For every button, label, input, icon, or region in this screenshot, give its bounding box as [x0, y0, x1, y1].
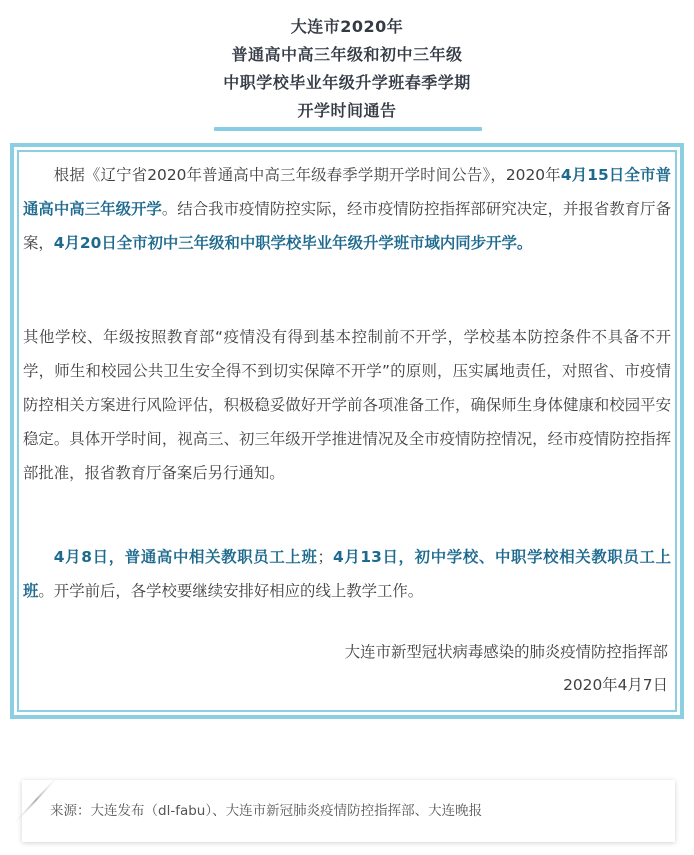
paragraph-3	[23, 540, 671, 608]
paragraph-3-text: 。开学前后，各学校要继续安排好相应的线上教学工作。	[38, 582, 424, 600]
title-line-2: 普通高中高三年级和初中三年级	[231, 45, 463, 64]
paragraph-2: 其他学校、年级按照教育部“疫情没有得到基本控制前不开学，学校基本防控条件不具备不开学，师生和校园公共卫生安全得不到切实保障不开学”的原则，压实属地责任，对照省、市疫情防控相关方案进行风险评估，积极稳妥做好开学前各项准备工作，确保师生身体健康和校园平安稳定。具体开学时间，视高三、初三年级开学推进情况及全市疫情防控情况，经市疫情防控指挥部批准，报省教育厅备案后另行通知。	[23, 328, 671, 482]
signature-date: 2020年4月7日	[563, 676, 668, 694]
notice-title	[0, 13, 694, 125]
signature-organization: 大连市新型冠状病毒感染的肺炎疫情防控指挥部	[344, 643, 668, 661]
paragraph-1	[23, 158, 671, 260]
paragraph-1-text-b: 。结合我市疫情防控实际，经市疫情防控指挥部研究决定，并报省教育厅备案，	[23, 200, 671, 252]
title-line-3: 中职学校毕业年级升学班春季学期	[223, 73, 471, 92]
paragraph-3-highlight-a: 4月8日，普通高中相关教职员工上班	[53, 548, 318, 566]
paragraph-3-highlight-b: 4月13日，初中学校、中职学校相关教职员工上班	[23, 548, 671, 600]
paragraph-1-text-c: 。	[516, 234, 533, 252]
paragraph-1-highlight-a: 4月15日全市普通高中高三年级开学	[23, 166, 671, 218]
title-underline-divider	[214, 127, 482, 131]
source-text: 来源：大连发布（dl-fabu）、大连市新冠肺炎疫情防控指挥部、大连晚报	[50, 803, 483, 819]
title-line-4: 开学时间通告	[297, 101, 397, 120]
paragraph-1-highlight-b: 4月20日全市初中三年级和中职学校毕业年级升学班市域内同步开学	[53, 234, 517, 252]
paragraph-3-separator: ；	[317, 548, 333, 566]
paragraph-1-text-a: 根据《辽宁省2020年普通高中高三年级春季学期开学时间公告》，2020年	[53, 166, 561, 184]
title-line-1: 大连市2020年	[290, 17, 404, 36]
